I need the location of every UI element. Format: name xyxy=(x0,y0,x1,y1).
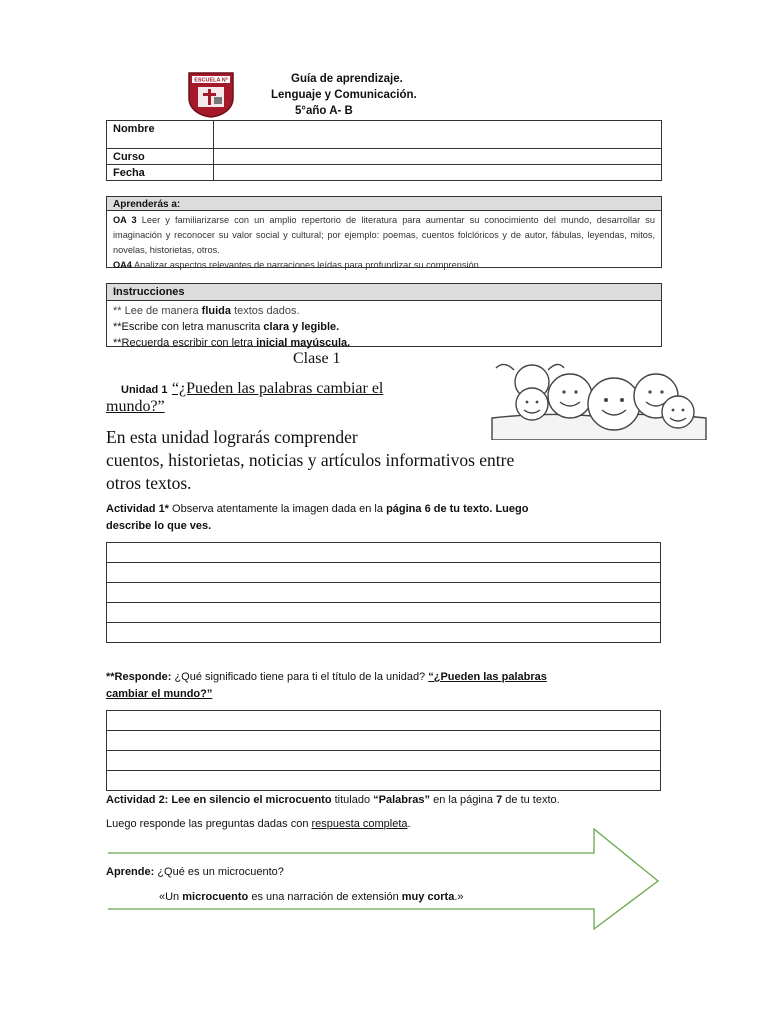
school-logo xyxy=(186,70,236,118)
responde-answer-lines[interactable] xyxy=(106,710,661,791)
nombre-label: Nombre xyxy=(107,121,214,149)
activity-1-prompt: Actividad 1* Observa atentamente la imagen dada en la página 6 de tu texto. Luego describe lo que ves. xyxy=(106,503,529,532)
logo-text: ESCUELA Nº xyxy=(194,77,228,84)
instruction-3: **Recuerda escribir con letra inicial mayúscula. xyxy=(113,337,351,349)
oa4-code: OA4 xyxy=(113,260,132,270)
children-faces-illustration xyxy=(484,356,712,440)
fecha-field[interactable] xyxy=(214,165,662,181)
aprende-question: Aprende: ¿Qué es un microcuento? xyxy=(106,866,284,878)
oa3-text: Leer y familiarizarse con un amplio repertorio de literatura para aumentar su conocimiento del mundo, desarrollar su imaginación y reconocer su valor social y cultural; por ejemplo: poemas, cuentos folclóricos y de autor, fábulas, leyendas, mitos, novelas, historietas, otros. xyxy=(113,215,655,255)
unit-label: Unidad 1 xyxy=(121,384,168,396)
activity-2-instruction: Luego responde las preguntas dadas con respuesta completa. xyxy=(106,818,411,830)
unit-title-line2: mundo?” xyxy=(106,398,165,415)
activity-1-answer-lines[interactable] xyxy=(106,542,661,643)
instruction-1: ** Lee de manera fluida textos dados. xyxy=(113,305,300,317)
instruction-2: **Escribe con letra manuscrita clara y legible. xyxy=(113,321,340,333)
unit-intro: En esta unidad lograrás comprender cuentos, historietas, noticias y artículos informativos entre otros textos. xyxy=(106,427,515,493)
learning-objectives-box xyxy=(106,196,662,268)
learning-body xyxy=(107,211,661,275)
curso-field[interactable] xyxy=(214,149,662,165)
aprende-definition: «Un microcuento es una narración de extensión muy corta.» xyxy=(159,891,464,903)
instructions-box xyxy=(106,283,662,347)
fecha-label: Fecha xyxy=(107,165,214,181)
activity-2-prompt: Actividad 2: Lee en silencio el microcuento titulado “Palabras” en la página 7 de tu texto. xyxy=(106,794,560,806)
nombre-field[interactable] xyxy=(214,121,662,149)
student-info-table xyxy=(106,120,662,181)
instructions-body xyxy=(107,301,661,353)
responde-prompt: **Responde: ¿Qué significado tiene para ti el título de la unidad? “¿Pueden las palabras cambiar el mundo?” xyxy=(106,671,547,700)
doc-subject: Lenguaje y Comunicación. xyxy=(271,89,417,101)
unit-title-line1 xyxy=(121,380,383,398)
doc-grade: 5°año A- B xyxy=(295,105,353,117)
oa3-code: OA 3 xyxy=(113,215,137,225)
learning-heading: Aprenderás a: xyxy=(107,197,661,211)
instructions-heading: Instrucciones xyxy=(107,284,661,301)
unit-title: “¿Pueden las palabras cambiar el xyxy=(171,380,384,397)
doc-title: Guía de aprendizaje. xyxy=(291,73,403,85)
curso-label: Curso xyxy=(107,149,214,165)
oa4-text: Analizar aspectos relevantes de narraciones leídas para profundizar su comprensión. xyxy=(133,260,482,270)
class-title: Clase 1 xyxy=(293,350,341,367)
